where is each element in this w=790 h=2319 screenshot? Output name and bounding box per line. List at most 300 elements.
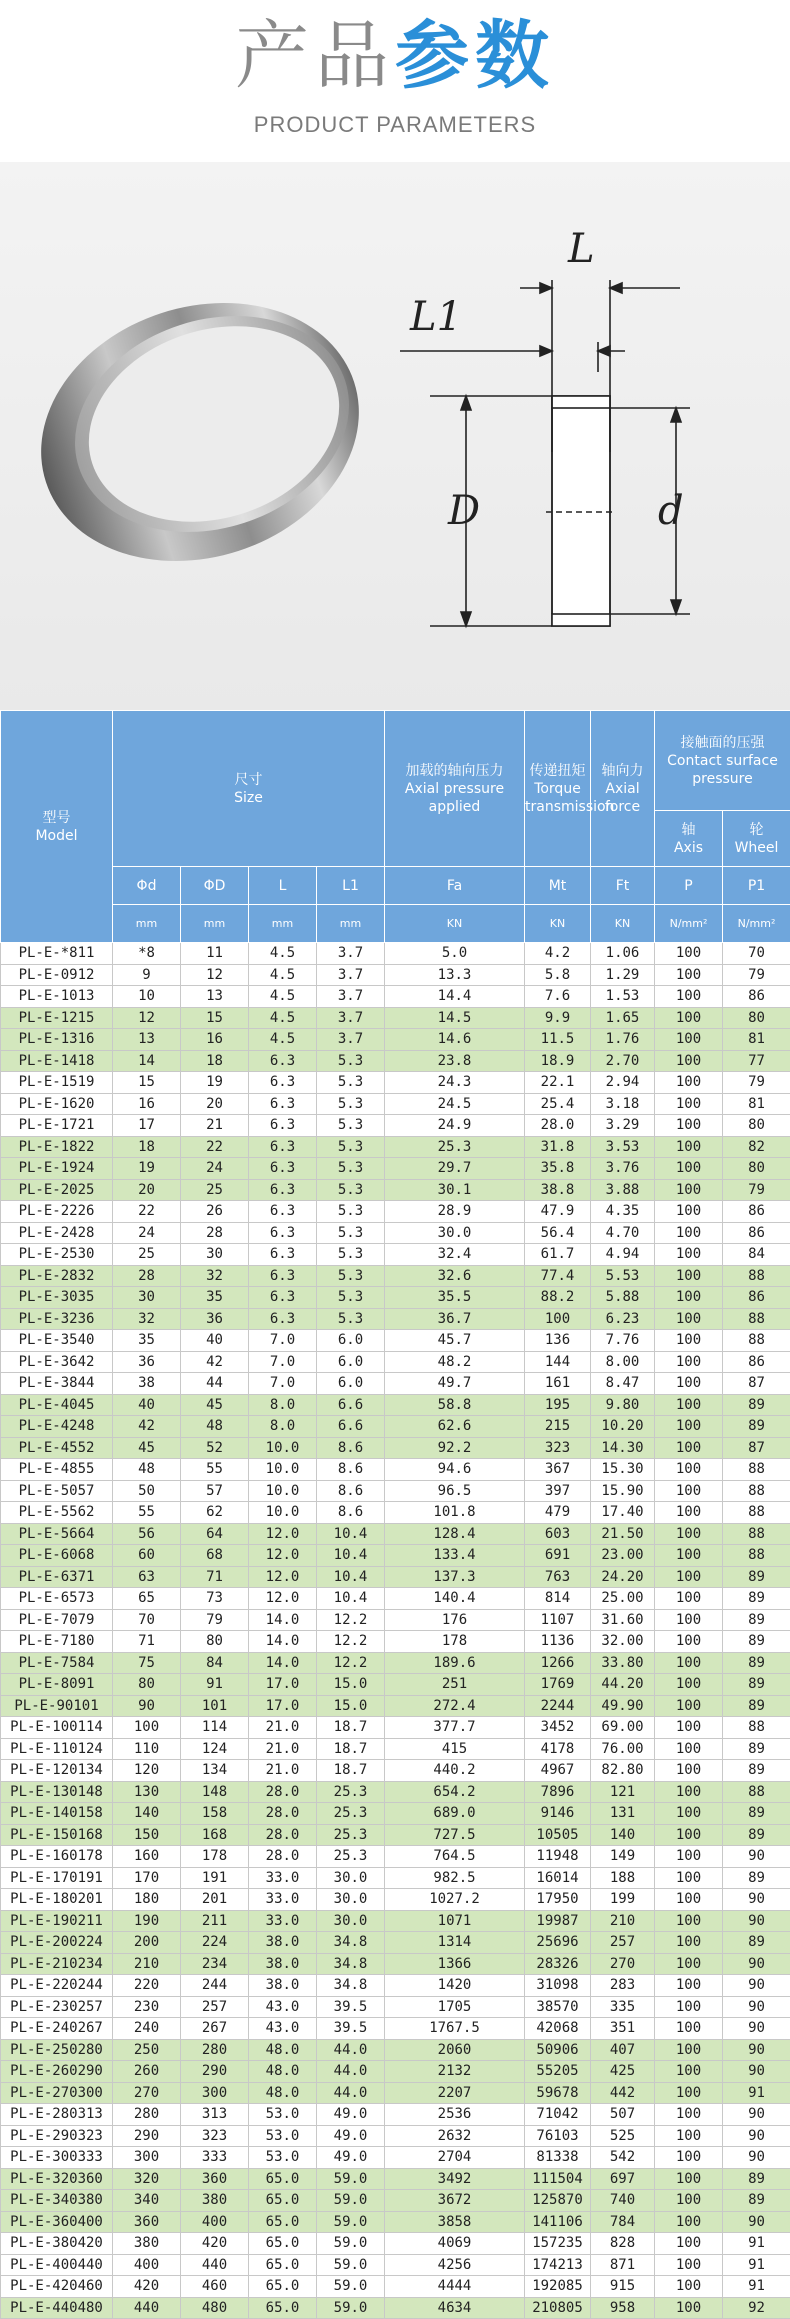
cell-model: PL-E-4855 xyxy=(1,1459,113,1481)
cell-mt: 603 xyxy=(525,1523,591,1545)
cell-p: 100 xyxy=(655,1674,723,1696)
cell-p1: 87 xyxy=(723,1437,790,1459)
table-row xyxy=(1,1222,790,1244)
cell-d: 20 xyxy=(113,1179,181,1201)
cell-mt: 17950 xyxy=(525,1889,591,1911)
sym-Ft: Ft xyxy=(591,867,655,905)
cell-model: PL-E-3844 xyxy=(1,1373,113,1395)
cell-fa: 654.2 xyxy=(385,1781,525,1803)
ring-photo xyxy=(7,263,392,601)
cell-L1: 5.3 xyxy=(317,1136,385,1158)
cell-fa: 101.8 xyxy=(385,1502,525,1524)
cell-p: 100 xyxy=(655,1932,723,1954)
cell-ft: 8.00 xyxy=(591,1351,655,1373)
cell-L1: 5.3 xyxy=(317,1072,385,1094)
cell-p: 100 xyxy=(655,1007,723,1029)
cell-D: 68 xyxy=(181,1545,249,1567)
cell-p1: 90 xyxy=(723,1889,790,1911)
cell-L1: 49.0 xyxy=(317,2125,385,2147)
sym-d: Φd xyxy=(113,867,181,905)
cell-model: PL-E-90101 xyxy=(1,1695,113,1717)
cell-L1: 59.0 xyxy=(317,2233,385,2255)
cell-mt: 71042 xyxy=(525,2104,591,2126)
cell-fa: 415 xyxy=(385,1738,525,1760)
cell-p: 100 xyxy=(655,1824,723,1846)
cell-model: PL-E-380420 xyxy=(1,2233,113,2255)
cell-D: 45 xyxy=(181,1394,249,1416)
cell-D: 148 xyxy=(181,1781,249,1803)
cell-L: 65.0 xyxy=(249,2254,317,2276)
cell-L1: 30.0 xyxy=(317,1889,385,1911)
cell-L: 17.0 xyxy=(249,1674,317,1696)
cell-mt: 367 xyxy=(525,1459,591,1481)
cell-p: 100 xyxy=(655,1265,723,1287)
cell-d: 50 xyxy=(113,1480,181,1502)
cell-model: PL-E-400440 xyxy=(1,2254,113,2276)
cell-D: 21 xyxy=(181,1115,249,1137)
cell-L1: 59.0 xyxy=(317,2297,385,2319)
cell-L1: 3.7 xyxy=(317,986,385,1008)
cell-D: 73 xyxy=(181,1588,249,1610)
table-row xyxy=(1,1373,790,1395)
cell-p: 100 xyxy=(655,1179,723,1201)
cell-p1: 88 xyxy=(723,1502,790,1524)
cell-D: 52 xyxy=(181,1437,249,1459)
cell-L1: 6.0 xyxy=(317,1330,385,1352)
cell-D: 13 xyxy=(181,986,249,1008)
cell-d: 290 xyxy=(113,2125,181,2147)
table-row xyxy=(1,1179,790,1201)
cell-model: PL-E-220244 xyxy=(1,1975,113,1997)
cell-mt: 9.9 xyxy=(525,1007,591,1029)
symbol-row xyxy=(1,867,790,905)
cell-model: PL-E-320360 xyxy=(1,2168,113,2190)
cell-d: 45 xyxy=(113,1437,181,1459)
cell-D: 55 xyxy=(181,1459,249,1481)
cell-p1: 80 xyxy=(723,1115,790,1137)
cell-p1: 84 xyxy=(723,1244,790,1266)
cell-d: 80 xyxy=(113,1674,181,1696)
cell-d: 160 xyxy=(113,1846,181,1868)
cell-d: 38 xyxy=(113,1373,181,1395)
cell-d: 180 xyxy=(113,1889,181,1911)
cell-mt: 215 xyxy=(525,1416,591,1438)
cell-p: 100 xyxy=(655,1136,723,1158)
cell-L: 7.0 xyxy=(249,1351,317,1373)
cell-L1: 18.7 xyxy=(317,1717,385,1739)
cell-D: 224 xyxy=(181,1932,249,1954)
label-L: L xyxy=(567,226,595,272)
cell-D: 101 xyxy=(181,1695,249,1717)
cell-L1: 5.3 xyxy=(317,1265,385,1287)
cell-D: 124 xyxy=(181,1738,249,1760)
cell-fa: 689.0 xyxy=(385,1803,525,1825)
cell-d: 56 xyxy=(113,1523,181,1545)
cell-L: 6.3 xyxy=(249,1308,317,1330)
cell-d: 10 xyxy=(113,986,181,1008)
cell-p1: 88 xyxy=(723,1717,790,1739)
cell-D: 480 xyxy=(181,2297,249,2319)
cell-L: 33.0 xyxy=(249,1910,317,1932)
cell-L: 12.0 xyxy=(249,1588,317,1610)
cell-ft: 44.20 xyxy=(591,1674,655,1696)
cell-p: 100 xyxy=(655,1201,723,1223)
table-row xyxy=(1,1996,790,2018)
cell-ft: 25.00 xyxy=(591,1588,655,1610)
unit-Ft: KN xyxy=(591,905,655,943)
cell-ft: 542 xyxy=(591,2147,655,2169)
label-D: D xyxy=(447,488,480,534)
cell-p: 100 xyxy=(655,2061,723,2083)
cell-L: 7.0 xyxy=(249,1330,317,1352)
cell-d: 48 xyxy=(113,1459,181,1481)
cell-D: 400 xyxy=(181,2211,249,2233)
sym-P1: P1 xyxy=(723,867,790,905)
cell-L1: 6.6 xyxy=(317,1394,385,1416)
cell-fa: 23.8 xyxy=(385,1050,525,1072)
cell-L: 53.0 xyxy=(249,2104,317,2126)
cell-model: PL-E-290323 xyxy=(1,2125,113,2147)
cell-fa: 3858 xyxy=(385,2211,525,2233)
table-row xyxy=(1,1480,790,1502)
cell-L: 12.0 xyxy=(249,1545,317,1567)
cell-L1: 25.3 xyxy=(317,1803,385,1825)
cell-fa: 251 xyxy=(385,1674,525,1696)
cell-mt: 174213 xyxy=(525,2254,591,2276)
cell-fa: 94.6 xyxy=(385,1459,525,1481)
cell-mt: 691 xyxy=(525,1545,591,1567)
cell-d: *8 xyxy=(113,943,181,965)
cell-fa: 1767.5 xyxy=(385,2018,525,2040)
cell-D: 32 xyxy=(181,1265,249,1287)
cell-L1: 49.0 xyxy=(317,2147,385,2169)
cell-L1: 30.0 xyxy=(317,1910,385,1932)
cell-mt: 11948 xyxy=(525,1846,591,1868)
table-row xyxy=(1,2104,790,2126)
cell-d: 200 xyxy=(113,1932,181,1954)
cell-D: 191 xyxy=(181,1867,249,1889)
dimension-labels xyxy=(409,226,684,534)
cell-d: 280 xyxy=(113,2104,181,2126)
cell-fa: 92.2 xyxy=(385,1437,525,1459)
cell-p1: 88 xyxy=(723,1459,790,1481)
table-row xyxy=(1,1115,790,1137)
cell-fa: 30.0 xyxy=(385,1222,525,1244)
cell-D: 25 xyxy=(181,1179,249,1201)
cell-ft: 6.23 xyxy=(591,1308,655,1330)
cell-L1: 25.3 xyxy=(317,1781,385,1803)
cell-D: 20 xyxy=(181,1093,249,1115)
cell-L1: 12.2 xyxy=(317,1652,385,1674)
cell-model: PL-E-280313 xyxy=(1,2104,113,2126)
cell-mt: 1136 xyxy=(525,1631,591,1653)
cell-fa: 982.5 xyxy=(385,1867,525,1889)
cell-p1: 90 xyxy=(723,2018,790,2040)
cell-ft: 915 xyxy=(591,2276,655,2298)
cell-p: 100 xyxy=(655,1502,723,1524)
cell-L: 65.0 xyxy=(249,2297,317,2319)
cell-model: PL-E-300333 xyxy=(1,2147,113,2169)
cell-ft: 10.20 xyxy=(591,1416,655,1438)
cell-p: 100 xyxy=(655,2104,723,2126)
cell-fa: 128.4 xyxy=(385,1523,525,1545)
cell-fa: 62.6 xyxy=(385,1416,525,1438)
cell-D: 30 xyxy=(181,1244,249,1266)
cell-L: 4.5 xyxy=(249,1007,317,1029)
cell-model: PL-E-4045 xyxy=(1,1394,113,1416)
table-row xyxy=(1,1652,790,1674)
cell-mt: 25696 xyxy=(525,1932,591,1954)
cell-D: 64 xyxy=(181,1523,249,1545)
cell-p: 100 xyxy=(655,1545,723,1567)
cell-mt: 161 xyxy=(525,1373,591,1395)
cell-L1: 10.4 xyxy=(317,1545,385,1567)
table-row xyxy=(1,2168,790,2190)
cell-mt: 5.8 xyxy=(525,964,591,986)
cell-p1: 89 xyxy=(723,1609,790,1631)
cell-L1: 44.0 xyxy=(317,2039,385,2061)
cell-L: 6.3 xyxy=(249,1287,317,1309)
cell-ft: 283 xyxy=(591,1975,655,1997)
cell-L: 7.0 xyxy=(249,1373,317,1395)
cell-L: 43.0 xyxy=(249,2018,317,2040)
cell-L1: 6.0 xyxy=(317,1373,385,1395)
cell-ft: 33.80 xyxy=(591,1652,655,1674)
cell-D: 323 xyxy=(181,2125,249,2147)
cell-ft: 4.35 xyxy=(591,1201,655,1223)
cell-D: 114 xyxy=(181,1717,249,1739)
cell-p1: 89 xyxy=(723,1803,790,1825)
cell-p1: 91 xyxy=(723,2233,790,2255)
cell-ft: 1.53 xyxy=(591,986,655,1008)
cell-D: 36 xyxy=(181,1308,249,1330)
cell-mt: 56.4 xyxy=(525,1222,591,1244)
cell-model: PL-E-170191 xyxy=(1,1867,113,1889)
cell-p1: 89 xyxy=(723,1588,790,1610)
unit-row xyxy=(1,905,790,943)
cell-p1: 88 xyxy=(723,1523,790,1545)
cell-d: 16 xyxy=(113,1093,181,1115)
axis-header: 轴 Axis xyxy=(655,811,723,867)
cell-L: 6.3 xyxy=(249,1244,317,1266)
cell-mt: 195 xyxy=(525,1394,591,1416)
cell-D: 80 xyxy=(181,1631,249,1653)
cell-D: 22 xyxy=(181,1136,249,1158)
cell-d: 420 xyxy=(113,2276,181,2298)
cell-D: 28 xyxy=(181,1222,249,1244)
table-body xyxy=(1,943,790,2319)
cell-fa: 764.5 xyxy=(385,1846,525,1868)
cell-p: 100 xyxy=(655,1717,723,1739)
table-row xyxy=(1,1609,790,1631)
cell-p: 100 xyxy=(655,1889,723,1911)
cell-mt: 111504 xyxy=(525,2168,591,2190)
table-row xyxy=(1,2190,790,2212)
table-row xyxy=(1,1975,790,1997)
cell-p: 100 xyxy=(655,1803,723,1825)
cell-fa: 14.5 xyxy=(385,1007,525,1029)
cell-D: 333 xyxy=(181,2147,249,2169)
cell-fa: 4444 xyxy=(385,2276,525,2298)
cell-fa: 272.4 xyxy=(385,1695,525,1717)
table-row xyxy=(1,2061,790,2083)
cell-fa: 35.5 xyxy=(385,1287,525,1309)
table-row xyxy=(1,1459,790,1481)
cell-L: 14.0 xyxy=(249,1631,317,1653)
table-row xyxy=(1,1394,790,1416)
cell-model: PL-E-5562 xyxy=(1,1502,113,1524)
cell-p: 100 xyxy=(655,1158,723,1180)
cell-d: 90 xyxy=(113,1695,181,1717)
table-row xyxy=(1,1308,790,1330)
cell-L1: 44.0 xyxy=(317,2082,385,2104)
cell-D: 420 xyxy=(181,2233,249,2255)
cell-p: 100 xyxy=(655,1523,723,1545)
cell-L1: 8.6 xyxy=(317,1437,385,1459)
cell-D: 42 xyxy=(181,1351,249,1373)
cell-fa: 4256 xyxy=(385,2254,525,2276)
cell-L1: 10.4 xyxy=(317,1523,385,1545)
cell-L: 28.0 xyxy=(249,1781,317,1803)
cell-model: PL-E-1519 xyxy=(1,1072,113,1094)
cell-p: 100 xyxy=(655,2211,723,2233)
table-row xyxy=(1,1502,790,1524)
cell-L: 6.3 xyxy=(249,1265,317,1287)
cell-ft: 270 xyxy=(591,1953,655,1975)
cell-mt: 125870 xyxy=(525,2190,591,2212)
cell-L: 33.0 xyxy=(249,1867,317,1889)
cell-p1: 90 xyxy=(723,2061,790,2083)
unit-L1: mm xyxy=(317,905,385,943)
cell-fa: 189.6 xyxy=(385,1652,525,1674)
cell-p: 100 xyxy=(655,1351,723,1373)
cell-ft: 2.94 xyxy=(591,1072,655,1094)
cell-p1: 81 xyxy=(723,1093,790,1115)
cell-D: 79 xyxy=(181,1609,249,1631)
cell-p: 100 xyxy=(655,1029,723,1051)
cell-ft: 5.53 xyxy=(591,1265,655,1287)
cell-L1: 3.7 xyxy=(317,964,385,986)
cell-model: PL-E-3236 xyxy=(1,1308,113,1330)
cell-ft: 335 xyxy=(591,1996,655,2018)
cell-L: 8.0 xyxy=(249,1416,317,1438)
cell-p: 100 xyxy=(655,1373,723,1395)
cell-L1: 5.3 xyxy=(317,1115,385,1137)
cell-d: 9 xyxy=(113,964,181,986)
cell-fa: 4069 xyxy=(385,2233,525,2255)
cell-ft: 442 xyxy=(591,2082,655,2104)
cell-p: 100 xyxy=(655,2254,723,2276)
cell-model: PL-E-360400 xyxy=(1,2211,113,2233)
cell-p: 100 xyxy=(655,2276,723,2298)
cell-d: 71 xyxy=(113,1631,181,1653)
cell-d: 140 xyxy=(113,1803,181,1825)
cell-L: 4.5 xyxy=(249,986,317,1008)
cell-p: 100 xyxy=(655,1308,723,1330)
sym-L1: L1 xyxy=(317,867,385,905)
cell-D: 257 xyxy=(181,1996,249,2018)
cell-mt: 397 xyxy=(525,1480,591,1502)
cell-L1: 34.8 xyxy=(317,1975,385,1997)
cell-p: 100 xyxy=(655,1867,723,1889)
cell-ft: 32.00 xyxy=(591,1631,655,1653)
cell-d: 22 xyxy=(113,1201,181,1223)
cell-p1: 77 xyxy=(723,1050,790,1072)
sym-P: P xyxy=(655,867,723,905)
cell-ft: 15.30 xyxy=(591,1459,655,1481)
cell-d: 120 xyxy=(113,1760,181,1782)
cell-D: 313 xyxy=(181,2104,249,2126)
cell-L1: 39.5 xyxy=(317,1996,385,2018)
cell-fa: 29.7 xyxy=(385,1158,525,1180)
cell-mt: 28.0 xyxy=(525,1115,591,1137)
cell-model: PL-E-6371 xyxy=(1,1566,113,1588)
table-row xyxy=(1,1158,790,1180)
cell-ft: 31.60 xyxy=(591,1609,655,1631)
cell-ft: 828 xyxy=(591,2233,655,2255)
cell-ft: 257 xyxy=(591,1932,655,1954)
cell-mt: 7896 xyxy=(525,1781,591,1803)
cell-model: PL-E-1316 xyxy=(1,1029,113,1051)
cell-fa: 2704 xyxy=(385,2147,525,2169)
unit-Fa: KN xyxy=(385,905,525,943)
cell-p1: 86 xyxy=(723,1201,790,1223)
cell-D: 84 xyxy=(181,1652,249,1674)
wheel-header: 轮 Wheel xyxy=(723,811,790,867)
cell-p: 100 xyxy=(655,1652,723,1674)
cell-D: 11 xyxy=(181,943,249,965)
cell-L: 8.0 xyxy=(249,1394,317,1416)
cell-d: 18 xyxy=(113,1136,181,1158)
cell-fa: 30.1 xyxy=(385,1179,525,1201)
cell-p: 100 xyxy=(655,1480,723,1502)
cell-p1: 89 xyxy=(723,1824,790,1846)
cell-mt: 55205 xyxy=(525,2061,591,2083)
cell-d: 150 xyxy=(113,1824,181,1846)
cell-model: PL-E-1620 xyxy=(1,1093,113,1115)
cell-p1: 89 xyxy=(723,1394,790,1416)
cell-mt: 4178 xyxy=(525,1738,591,1760)
cell-d: 24 xyxy=(113,1222,181,1244)
cell-p: 100 xyxy=(655,1695,723,1717)
table-row xyxy=(1,1695,790,1717)
cell-ft: 82.80 xyxy=(591,1760,655,1782)
cell-p1: 86 xyxy=(723,986,790,1008)
cell-L: 14.0 xyxy=(249,1652,317,1674)
cell-ft: 76.00 xyxy=(591,1738,655,1760)
cell-model: PL-E-3642 xyxy=(1,1351,113,1373)
cell-model: PL-E-5664 xyxy=(1,1523,113,1545)
cell-model: PL-E-5057 xyxy=(1,1480,113,1502)
table-row xyxy=(1,1846,790,1868)
cell-D: 44 xyxy=(181,1373,249,1395)
cell-D: 201 xyxy=(181,1889,249,1911)
cell-p: 100 xyxy=(655,1416,723,1438)
cell-L: 48.0 xyxy=(249,2082,317,2104)
cell-fa: 14.4 xyxy=(385,986,525,1008)
cell-ft: 121 xyxy=(591,1781,655,1803)
cell-d: 440 xyxy=(113,2297,181,2319)
cell-L1: 15.0 xyxy=(317,1674,385,1696)
cell-model: PL-E-270300 xyxy=(1,2082,113,2104)
unit-L: mm xyxy=(249,905,317,943)
table-row xyxy=(1,2211,790,2233)
cell-p1: 89 xyxy=(723,2190,790,2212)
cell-L1: 8.6 xyxy=(317,1459,385,1481)
cell-p1: 88 xyxy=(723,1781,790,1803)
cell-p1: 79 xyxy=(723,1072,790,1094)
cell-D: 244 xyxy=(181,1975,249,1997)
